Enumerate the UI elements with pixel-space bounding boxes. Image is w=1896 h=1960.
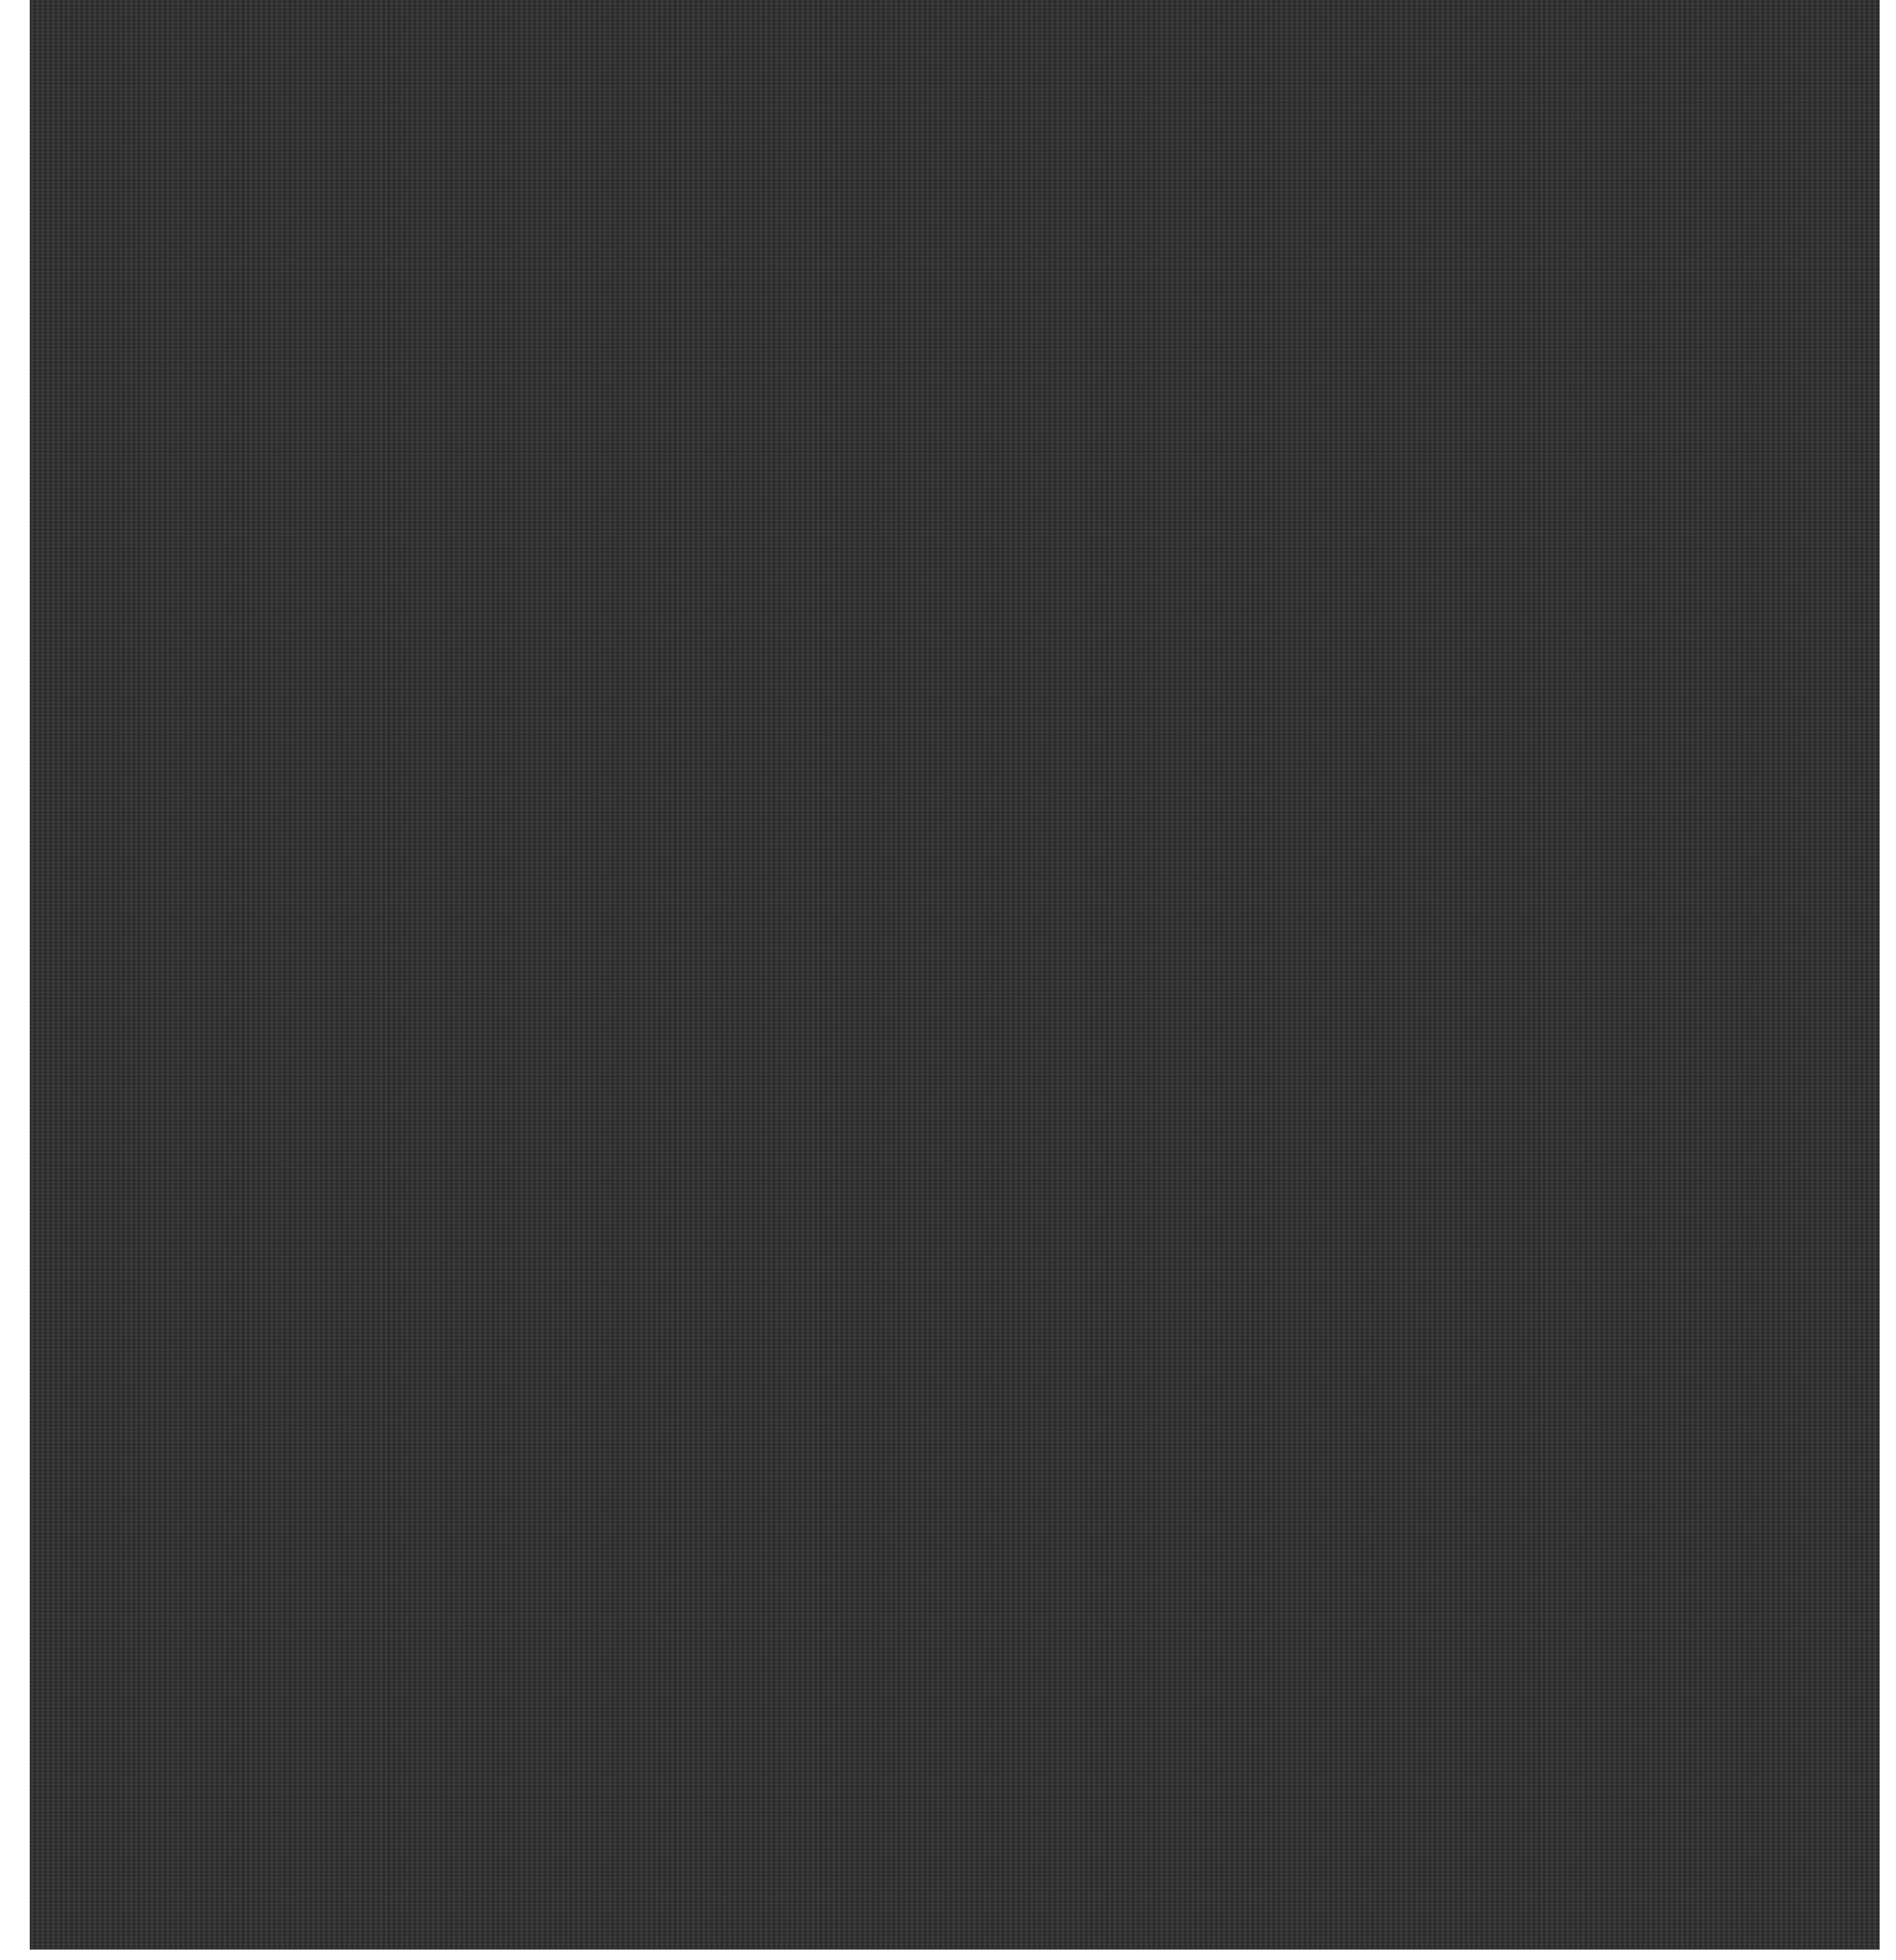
scan-margin-bottom [0, 1950, 1896, 1960]
scan-margin-right [1880, 0, 1896, 1960]
scan-margin-left [0, 0, 30, 1960]
